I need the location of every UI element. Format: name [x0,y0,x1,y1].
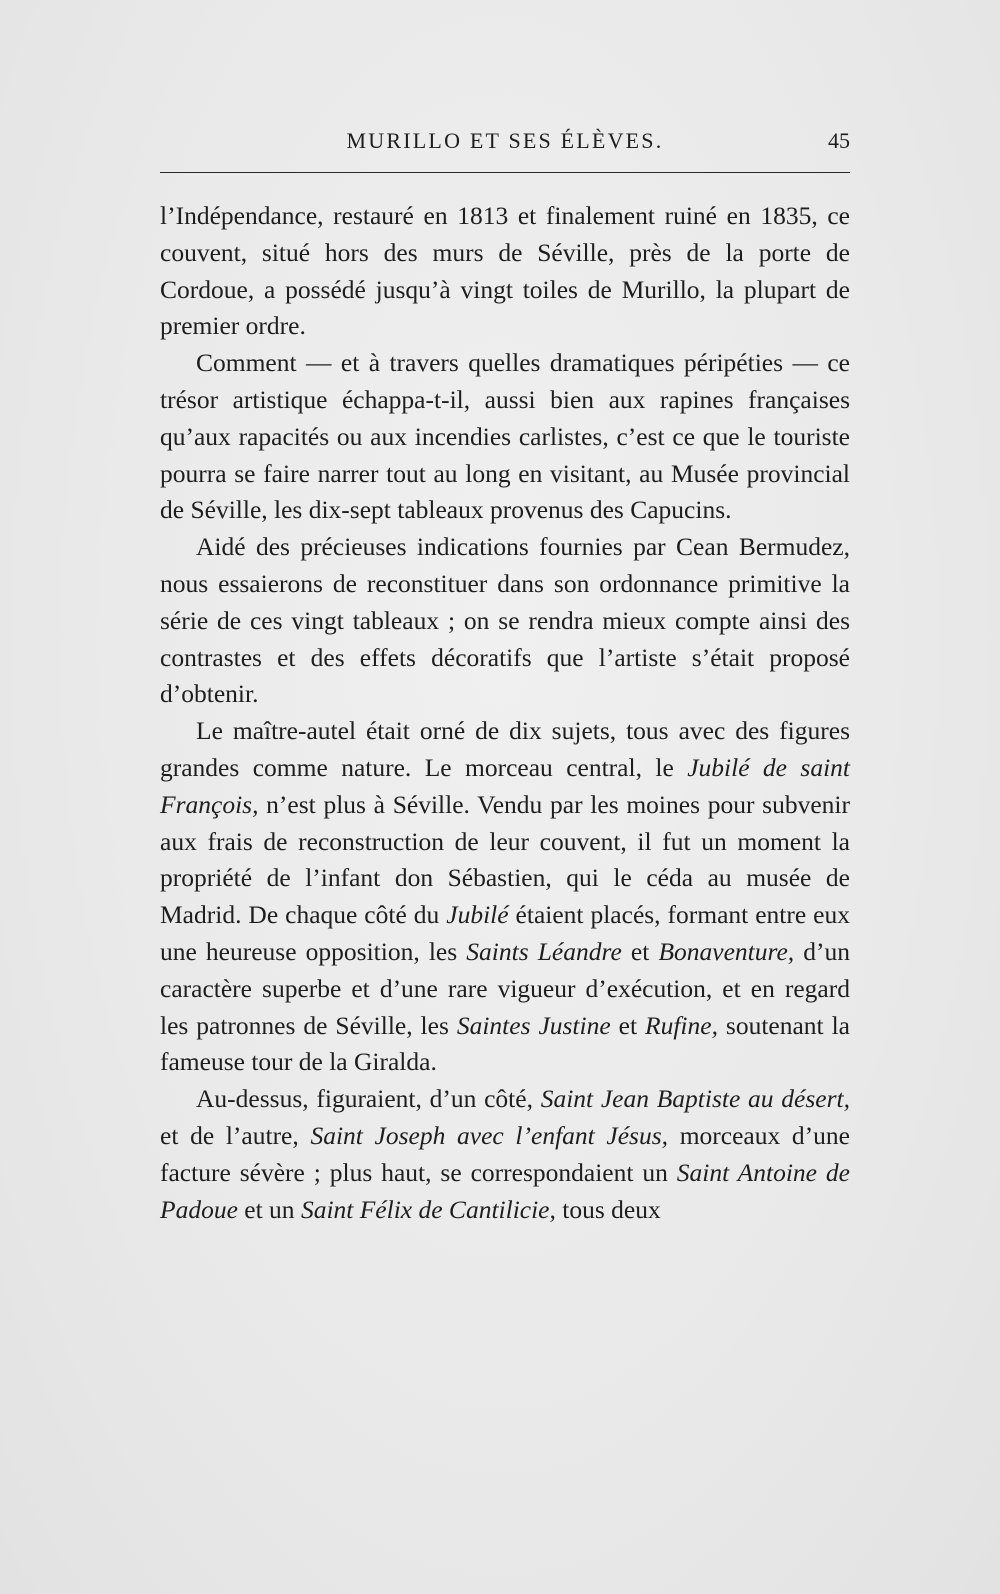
paragraph-5 [160,1081,850,1228]
paragraph-2 [160,345,850,529]
italic-title: Saints Léandre [466,936,622,966]
page-number: 45 [828,128,850,153]
text-run: étaient placés, formant entre eux une heureuse opposition, les [160,900,850,966]
running-title: MURILLO ET SES ÉLÈVES. [346,128,664,153]
running-head [160,126,850,160]
paragraph-1 [160,198,850,345]
paragraph-3 [160,529,850,713]
text-run: morceaux d’une facture sévère ; plus haut, se correspondaient un [160,1120,850,1187]
italic-title: Saint Joseph avec l’enfant Jésus, [310,1120,669,1150]
paragraph-2-text: Comment — et à travers quelles dramatiques péripéties — ce trésor artistique échappa-t-il, aussi bien aux rapines françaises qu’aux rapacités ou aux incendies carlistes, c’est ce que le touriste pourra se faire narrer tout au long en visitant, au Musée provincial de Séville, les dix-sept tableaux provenus des Capucins. [160,348,850,525]
text-run: et [610,1010,645,1040]
text-run: d’un caractère superbe et d’une rare vigueur d’exécution, et en regard les patronnes de Séville, les [160,936,851,1040]
text-run: Au-dessus, figuraient, d’un côté, [196,1084,541,1114]
header-rule [160,172,850,173]
text-run: et un [237,1194,301,1224]
italic-title: Saint Antoine de Padoue [160,1157,850,1224]
italic-title: Saint Jean Baptiste au désert, [540,1084,850,1114]
italic-title: Jubilé [446,900,509,930]
italic-title: Bonaventure, [658,936,795,966]
text-run: tous deux [555,1194,661,1224]
italic-title: Saintes Justine [456,1010,611,1040]
text-run: Le maître-autel était orné de dix sujets, tous avec des figures grandes comme nature. Le morceau central, le [160,716,850,782]
text-run: et [621,936,659,966]
text-run: soutenant la fameuse tour de la Giralda. [160,1010,850,1077]
italic-title: Rufine, [645,1010,718,1040]
body-text [160,198,850,1228]
paragraph-4 [160,713,850,1081]
text-run: et de l’autre, [160,1120,311,1150]
italic-title: Saint Félix de Cantilicie, [300,1194,556,1224]
paragraph-3-text: Aidé des précieuses indications fournies par Cean Bermudez, nous essaierons de reconstituer dans son ordonnance primitive la série de ces vingt tableaux ; on se rendra mieux compte ainsi des contrastes et des effets décoratifs que l’artiste s’était proposé d’obtenir. [160,532,850,709]
paragraph-1-text: l’Indépendance, restauré en 1813 et finalement ruiné en 1835, ce couvent, situé hors des murs de Séville, près de la porte de Cordoue, a possédé jusqu’à vingt toiles de Murillo, la plupart de premier ordre. [160,201,850,341]
text-run: n’est plus à Séville. Vendu par les moines pour subvenir aux frais de reconstruction de leur couvent, il fut un moment la propriété de l’infant don Sébastien, qui le céda au musée de Madrid. De chaque côté du [160,789,850,930]
italic-title: Jubilé de saint François, [160,752,851,819]
